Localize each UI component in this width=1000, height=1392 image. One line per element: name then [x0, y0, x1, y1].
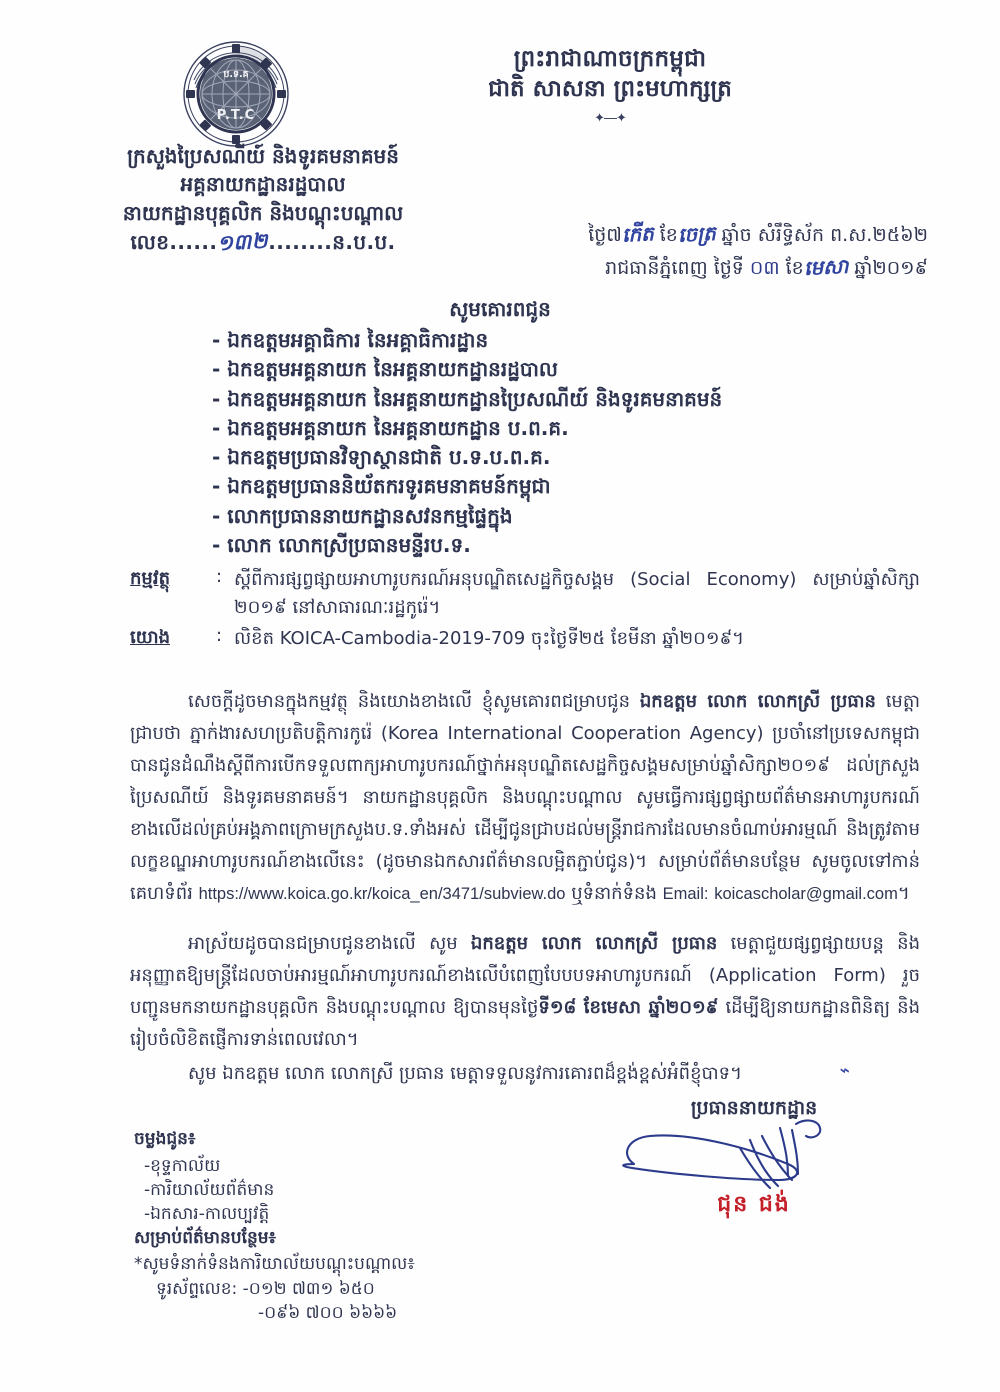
para2-part-b: មេត្តាជួយផ្សព្វផ្សាយបន្ត និងអនុញ្ញាតឱ្យមន្ត្រីដែលចាប់អារម្មណ៍អាហារូបករណ៍ខាងលើបំពេញបែបបទអាហារូបករណ៍ (Application Form) រួចបញ្ជូនមកនាយកដ្ឋានបុគ្គលិក និងបណ្ដុះបណ្ដាល ឱ្យបានមុនថ្ងៃ	[130, 933, 920, 1019]
reference-label: យោង	[130, 627, 170, 649]
recipient-item: - ឯកឧត្តមអគ្គនាយក នៃអគ្គនាយកដ្ឋានរដ្ឋបាល	[212, 357, 558, 382]
distribution-footer	[134, 1128, 594, 1326]
contact-note: *សូមទំនាក់ទំនងការិយាល័យបណ្ដុះបណ្ដាល៖	[134, 1254, 415, 1275]
signature-title: ប្រធាននាយកដ្ឋាន	[690, 1097, 818, 1119]
kingdom-heading	[330, 44, 890, 126]
subject-colon: :	[216, 566, 223, 587]
ministry-line-2: អគ្គនាយកដ្ឋានរដ្ឋបាល	[180, 172, 346, 197]
body-paragraph-2	[130, 928, 920, 1056]
document-number-prefix: លេខ	[130, 230, 170, 255]
para1-end: ។	[897, 883, 910, 905]
para1-part-b: មេត្តាជ្រាបថា ភ្នាក់ងារសហប្រតិបត្តិការកូរ៉េ (Korea International Cooperation Agency) ប្រចាំនៅប្រទេសកម្ពុជា បានជូនដំណឹងស្ដីពីការបើកទទួលពាក្យអាហារូបករណ៍ថ្នាក់អនុបណ្ឌិតសេដ្ឋកិច្ចសង្គមសម្រាប់ឆ្នាំសិក្សា២០១៩ ដល់ក្រសួងប្រៃសណីយ៍ និងទូរគមនាគមន៍។ នាយកដ្ឋានបុគ្គលិក និងបណ្ដុះបណ្ដាល សូមធ្វើការផ្សព្វផ្សាយព័ត៌មានអាហារូបករណ៍ខាងលើដល់គ្រប់អង្គភាពក្រោមក្រសួងប.ទ.ទាំងអស់ ដើម្បីជូនជ្រាបដល់មន្ត្រីរាជការដែលមានចំណាប់អារម្មណ៍ និងត្រូវតាមលក្ខខណ្ឌអាហារូបករណ៍ខាងលើនេះ (ដូចមានឯកសារព័ត៌មានលម្អិតភ្ជាប់ជូន)។ សម្រាប់ព័ត៌មានបន្ថែម សូមចូលទៅកាន់គេហទំព័រ	[130, 691, 920, 905]
email-label: Email:	[662, 885, 709, 904]
khe-label-1: ខែ	[659, 224, 678, 246]
signature-stroke-icon	[564, 1118, 904, 1208]
buddhist-date-line	[428, 218, 928, 251]
para1-part-c: ឬទំនាក់ទំនង	[565, 883, 663, 905]
document-number-line	[48, 227, 478, 257]
phone-number-2: -០៩៦ ៧០០ ៦៦៦៦	[258, 1303, 398, 1324]
document-body	[130, 668, 920, 1108]
recipient-list	[212, 326, 912, 560]
lunar-day: ៧	[606, 224, 622, 246]
reference-text: លិខិត KOICA-Cambodia-2019-709 ចុះថ្ងៃទី២៥ ខែមីនា ឆ្នាំ២០១៩។	[234, 628, 745, 650]
gregorian-year: ឆ្នាំ២០១៩	[854, 256, 928, 279]
ministry-line-1: ក្រសួងប្រៃសណីយ៍ និងទូរគមនាគមន៍	[127, 144, 399, 168]
closing-paragraph: សូម ឯកឧត្តម លោក លោកស្រី ប្រធាន មេត្តាទទួលនូវការគោរពដ៏ខ្ពង់ខ្ពស់អំពីខ្ញុំបាទ។	[188, 1063, 742, 1085]
para2-honorific-1: ឯកឧត្តម លោក លោកស្រី ប្រធាន	[470, 933, 718, 955]
koica-website-url[interactable]: https://www.koica.go.kr/koica_en/3471/subview.do	[198, 885, 566, 904]
additional-info-heading: សម្រាប់ព័ត៌មានបន្ថែម៖	[134, 1228, 277, 1249]
city-and-date-label: រាជធានីភ្នំពេញ ថ្ងៃទី	[605, 256, 744, 279]
kingdom-line-1: ព្រះរាជាណាចក្រកម្ពុជា	[513, 46, 707, 72]
phone-line-2	[134, 1301, 594, 1326]
distribution-heading: ចម្លងជូន៖	[134, 1129, 196, 1149]
recipient-item: - ឯកឧត្តមអគ្គនាយក នៃអគ្គនាយកដ្ឋាន ប.ព.គ.	[212, 415, 569, 440]
distribution-item: -ការិយាល័យព័ត៌មាន	[144, 1180, 275, 1201]
ornament-divider: ✦―✦	[594, 110, 626, 126]
recipient-item: - លោកប្រធាននាយកដ្ឋានសវនកម្មផ្ទៃក្នុង	[212, 503, 513, 528]
recipient-item: - ឯកឧត្តមប្រធាននិយ័តករទូរគមនាគមន៍កម្ពុជា	[212, 474, 551, 499]
koica-email-address[interactable]: koicascholar@gmail.com	[714, 885, 898, 904]
recipient-item: - ឯកឧត្តមប្រធានវិទ្យាស្ថានជាតិ ប.ទ.ប.ព.គ.	[212, 445, 551, 470]
ptc-seal-logo	[182, 40, 290, 148]
subject-text: ស្ដីពីការផ្សព្វផ្សាយអាហារូបករណ៍អនុបណ្ឌិតសេដ្ឋកិច្ចសង្គម (Social Economy) សម្រាប់ឆ្នាំសិក្សា ២០១៩ នៅសាធារណៈរដ្ឋកូរ៉េ។	[234, 569, 920, 619]
document-number-value: ១៣២	[216, 227, 269, 256]
gregorian-month-written: មេសា	[803, 253, 849, 280]
ministry-block	[48, 142, 478, 257]
recipient-item: - លោក លោកស្រីប្រធានមន្ទីរប.ទ.	[212, 533, 471, 558]
dots-left: ......	[169, 230, 218, 255]
distribution-item: -ឯកសារ-កាលប្បវត្តិ	[144, 1204, 270, 1225]
subject-label: កម្មវត្ថុ	[130, 568, 170, 589]
subject-row	[130, 566, 920, 622]
signature-block	[604, 1096, 904, 1222]
date-prefix: ថ្ងៃ	[588, 224, 607, 246]
para1-honorific-1: ឯកឧត្តម លោក លោកស្រី ប្រធាន	[639, 691, 876, 712]
khe-label-2: ខែ	[785, 256, 804, 279]
distribution-item: -ខុទ្ទកាល័យ	[144, 1156, 221, 1176]
document-number-suffix: ន.ប.ប.	[332, 230, 396, 255]
para1-part-a: សេចក្ដីដូចមានក្នុងកម្មវត្ថុ និងយោងខាងលើ ខ្ញុំសូមគោរពជម្រាបជូន	[188, 691, 640, 712]
reference-row	[130, 625, 920, 653]
gregorian-day: ០៣	[749, 256, 780, 279]
kingdom-line-2: ជាតិ សាសនា ព្រះមហាក្សត្រ	[488, 76, 732, 103]
recipient-item: - ឯកឧត្តមអគ្គនាយក នៃអគ្គនាយកដ្ឋានប្រៃសណីយ៍ និងទូរគមនាគមន៍	[212, 386, 723, 411]
lunar-phase-written: កើត	[621, 221, 655, 247]
para2-part-a: អាស្រ័យដូចបានជម្រាបជូនខាងលើ សូម	[188, 933, 471, 955]
gregorian-date-line	[428, 251, 928, 284]
para2-part-c: ដើម្បីឱ្យនាយកដ្ឋានពិនិត្យ និងរៀបចំលិខិតផ្ញើការទាន់ពេលវេលា។	[130, 997, 920, 1051]
recipient-item: - ឯកឧត្តមអគ្គាធិការ នៃអគ្គាធិការដ្ឋាន	[212, 328, 489, 352]
pen-mark-1: ⌁	[838, 1060, 849, 1081]
salutation: សូមគោរពជូន	[449, 297, 551, 321]
submission-deadline: ទី១៨ ខែមេសា ឆ្នាំ២០១៩	[538, 997, 719, 1019]
dots-right: ........	[268, 230, 333, 255]
date-block	[428, 218, 928, 284]
seal-khmer-initials: ប.ទ.គ	[223, 69, 249, 80]
seal-ptc-text: P.T.C	[216, 108, 256, 123]
lunar-month-written: ចេត្រ	[677, 221, 717, 247]
handwritten-signature	[604, 1124, 904, 1198]
phone-number-1: -០១២ ៧៣១ ៦៥០	[242, 1278, 375, 1299]
phone-line-1	[134, 1277, 594, 1302]
body-paragraph-1	[130, 686, 920, 910]
subject-reference-block	[130, 566, 920, 656]
reference-colon: :	[216, 625, 223, 647]
buddhist-year: ឆ្នាំច សំរឹទ្ធិស័ក ព.ស.២៥៦២	[721, 224, 928, 246]
phone-label: ទូរស័ព្ទលេខ:	[156, 1278, 238, 1299]
signature-name: ជុន ជង់	[717, 1192, 791, 1217]
ministry-line-3: នាយកដ្ឋានបុគ្គលិក និងបណ្ដុះបណ្ដាល	[122, 200, 404, 225]
